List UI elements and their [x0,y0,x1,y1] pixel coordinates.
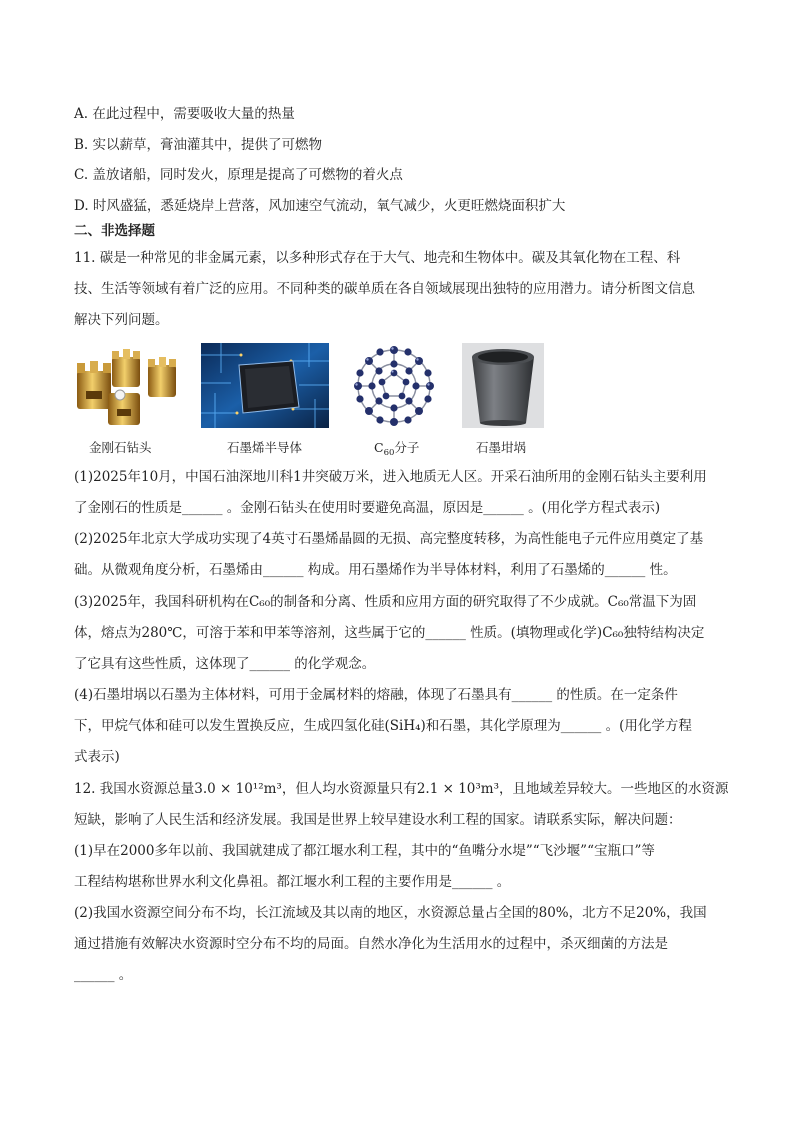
option-c [74,166,724,184]
q11-part4-line-1 [74,686,724,704]
option-d [74,197,724,215]
option-b [74,136,724,154]
section-title [74,222,724,240]
q11-part4-text: 式表示) [74,749,120,765]
q11-part2-line-1 [74,530,724,548]
q12-part1-line-2 [74,873,724,891]
q11-intro-line-3 [74,311,724,329]
q11-part2-text: (2)2025年北京大学成功实现了4英寸石墨烯晶圆的无损、高完整度转移，为高性能电子元件应用奠定了基 [74,531,704,547]
q11-intro-text: 解决下列问题。 [74,312,169,328]
drill-caption-text: 金刚石钻头 [89,440,152,455]
option-b-text: B. 实以薪草，膏油灌其中，提供了可燃物 [74,137,323,153]
q12-part1-text: 工程结构堪称世界水利文化鼻祖。都江堰水利工程的主要作用是______ 。 [74,874,511,890]
q11-part2-line-2 [74,561,724,579]
q12-part2-line-3 [74,966,724,984]
q11-part2-text: 础。从微观角度分析，石墨烯由______ 构成。用石墨烯作为半导体材料，利用了石墨烯的______ 性。 [74,562,677,578]
diamond-drill-bit-image [72,343,182,428]
q12-part1-text: (1)早在2000多年以前、我国就建成了都江堰水利工程，其中的“鱼嘴分水堤”“飞沙堰”“宝瓶口”等 [74,843,655,859]
c60-caption-tail: 分子 [394,440,420,455]
q11-part3-text: (3)2025年，我国科研机构在C₆₀的制备和分离、性质和应用方面的研究取得了不少成就。C₆₀常温下为固 [74,594,697,610]
graphite-crucible-image [462,343,544,428]
q11-part1-line-1 [74,468,724,486]
c60-caption [374,438,419,458]
q11-intro-line-1 [74,249,724,267]
chip-caption-text: 石墨烯半导体 [227,440,303,455]
q11-part4-text: 下，甲烷气体和硅可以发生置换反应，生成四氢化硅(SiH₄)和石墨，其化学原理为______ 。(用化学方程 [74,718,692,734]
q11-part1-text: (1)2025年10月，中国石油深地川科1井突破万米，进入地质无人区。开采石油所用的金刚石钻头主要利用 [74,469,707,485]
c60-caption-subscript: 60 [383,448,395,458]
graphene-semiconductor-image [201,343,329,428]
q11-part3-line-1 [74,593,724,611]
q12-part2-text: (2)我国水资源空间分布不均，长江流域及其以南的地区，水资源总量占全国的80%，北方不足20%，我国 [74,905,707,921]
q11-intro-text: 11. 碳是一种常见的非金属元素，以多种形式存在于大气、地壳和生物体中。碳及其氧化物在工程、科 [74,250,681,266]
q12-part1-line-1 [74,842,724,860]
q11-part3-line-2 [74,624,724,642]
option-c-text: C. 盖放诸船，同时发火，原理是提高了可燃物的着火点 [74,167,403,183]
c60-molecule-image [348,343,440,428]
section-title-text: 二、非选择题 [74,223,155,239]
q11-part1-line-2 [74,499,724,517]
q11-part1-text: 了金刚石的性质是______ 。金刚石钻头在使用时要避免高温，原因是______ 。(用化学方程式表示) [74,500,661,516]
q11-part4-line-2 [74,717,724,735]
q12-intro-line-2 [74,811,724,829]
option-a [74,105,724,123]
q11-part4-text: (4)石墨坩埚以石墨为主体材料，可用于金属材料的熔融，体现了石墨具有______ 的性质。在一定条件 [74,687,678,703]
drill-caption [89,438,152,456]
q12-part2-text: 通过措施有效解决水资源时空分布不均的局面。自然水净化为生活用水的过程中，杀灭细菌的方法是 [74,936,668,952]
q12-part2-text: ______ 。 [74,967,133,983]
q12-part2-line-2 [74,935,724,953]
chip-caption [227,438,302,456]
q11-part3-text: 了它具有这些性质，这体现了______ 的化学观念。 [74,656,376,672]
q11-intro-text: 技、生活等领域有着广泛的应用。不同种类的碳单质在各自领域展现出独特的应用潜力。请分析图文信息 [74,281,695,297]
option-a-text: A. 在此过程中，需要吸收大量的热量 [74,106,295,122]
q11-intro-line-2 [74,280,724,298]
q12-part2-line-1 [74,904,724,922]
option-d-text: D. 时风盛猛，悉延烧岸上营落，风加速空气流动，氧气减少，火更旺燃烧面积扩大 [74,198,566,214]
q12-intro-text: 12. 我国水资源总量3.0 × 10¹²m³，但人均水资源量只有2.1 × 10³m³，且地域差异较大。一些地区的水资源 [74,781,729,797]
crucible-caption-text: 石墨坩埚 [476,440,527,455]
q11-part4-line-3 [74,748,724,766]
q12-intro-text: 短缺，影响了人民生活和经济发展。我国是世界上较早建设水利工程的国家。请联系实际，解决问题： [74,812,682,828]
crucible-caption [476,438,526,456]
q12-intro-line-1 [74,780,729,798]
q11-part3-line-3 [74,655,724,673]
c60-caption-main: C [374,440,384,455]
q11-part3-text: 体，熔点为280℃，可溶于苯和甲苯等溶剂，这些属于它的______ 性质。(填物理或化学)C₆₀独特结构决定 [74,625,705,641]
